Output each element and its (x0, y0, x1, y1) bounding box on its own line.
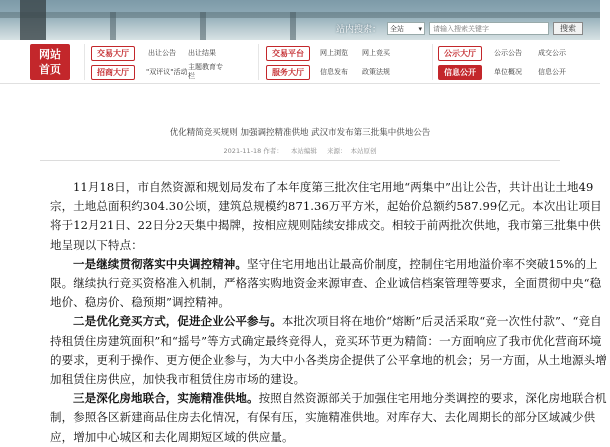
article-author: 本站编辑 (290, 147, 317, 155)
nav-link-online-bid[interactable]: 网上竞买 (362, 49, 390, 57)
banner-bridge (0, 12, 600, 18)
nav-link-online-browse[interactable]: 网上浏览 (320, 49, 348, 57)
paragraph-4 (50, 389, 610, 447)
nav-link-theme-education[interactable]: 主题教育专栏 (188, 63, 223, 80)
nav-link-deal-notice[interactable]: 成交公示 (538, 49, 566, 57)
trading-hall-button[interactable]: 交易大厅 (91, 46, 135, 61)
paragraph-4-text: 按照自然资源部关于加强住宅用地分类调控的要求，深化房地联合机制，参照各区新建商品住房去化情况，有保有压，实施精准供地。对库存大、去化周期长的部分区域减少供应，增加中心城区和去化周期短区域的供应量。 (50, 391, 607, 444)
search-scope-select[interactable] (387, 22, 425, 35)
trading-platform-button[interactable]: 交易平台 (266, 46, 310, 61)
article-origin-label: 来源： (326, 147, 347, 155)
paragraph-3 (50, 312, 610, 389)
public-notice-hall-button[interactable]: 公示大厅 (438, 46, 482, 61)
paragraph-1: 11月18日，市自然资源和规划局发布了本年度第三批次住宅用地“两集中”出让公告，共计出让土地49宗，土地总面积约304.30公顷，建筑总规模约871.36万平方米，起始价总额约587.99亿元。本次出让项目将于12月21日、22日分2天集中揭牌，按相应规则陆续安排成交。相较于前两批次供地，我市第三批集中供地呈现以下特点： (50, 180, 602, 252)
search-button[interactable]: 搜索 (553, 22, 583, 35)
nav-divider (84, 44, 85, 80)
logo-line2: 首页 (39, 63, 61, 76)
home-logo-button[interactable] (30, 44, 70, 80)
info-disclosure-button[interactable]: 信息公开 (438, 65, 482, 80)
main-nav (0, 40, 600, 84)
article-title: 优化精简竞买规则 加强调控精准供地 武汉市发布第三批集中供地公告 (169, 128, 431, 138)
banner-pillar (110, 12, 116, 40)
chevron-down-icon: ▾ (418, 24, 423, 33)
investment-hall-button[interactable]: 招商大厅 (91, 65, 135, 80)
header-banner (0, 0, 600, 40)
paragraph-2 (50, 255, 610, 313)
nav-link-policy[interactable]: 政策法规 (362, 68, 390, 76)
nav-link-info-release[interactable]: 信息发布 (320, 68, 348, 76)
nav-divider (432, 44, 433, 80)
article-date: 2021-11-18 作者： (223, 147, 283, 155)
site-search (336, 22, 583, 35)
article-body (50, 178, 610, 447)
title-divider (40, 160, 560, 161)
nav-link-transfer-result[interactable]: 出让结果 (188, 49, 216, 57)
search-label: 站内搜索： (336, 25, 382, 35)
article (0, 84, 607, 444)
nav-divider (258, 44, 259, 80)
paragraph-2-text: 坚守住宅用地出让最高价制度，控制住宅用地溢价率不突破15%的上限。继续执行竞买资格准入机制，严格落实购地资金来源审查、企业诚信档案管理等要求，全面贯彻中央“稳地价、稳房价、稳预期”调控精神。 (50, 256, 602, 310)
paragraph-4-lead: 三是深化房地联合，实施精准供地。 (73, 391, 259, 406)
paragraph-3-lead: 二是优化竞买方式，促进企业公平参与。 (73, 314, 282, 329)
nav-link-double-review[interactable]: "双评议"活动 (146, 68, 188, 76)
banner-pillar (200, 12, 206, 40)
nav-link-public-notice[interactable]: 公示公告 (494, 49, 522, 57)
search-scope-value: 全站 (390, 24, 405, 33)
search-input[interactable] (429, 22, 549, 35)
logo-line1: 网站 (39, 48, 61, 61)
paragraph-3-text: 本批次项目将在地价“熔断”后灵活采取“竞一次性付款”、“竞自持租赁住房建筑面积”和“摇号”等方式确定最终竞得人，竞买环节更为精简：一方面响应了我市优化营商环境的要求，更利于操作、更方便企业参与，为大中小各类房企提供了公平拿地的机会；另一方面，从土地源头增加租赁住房供应，加快我市租赁住房市场的建设。 (50, 314, 607, 387)
service-hall-button[interactable]: 服务大厅 (266, 65, 310, 80)
nav-link-transfer-notice[interactable]: 出让公告 (148, 49, 176, 57)
banner-pillar (290, 12, 296, 40)
article-meta (0, 146, 600, 155)
banner-tower (20, 0, 46, 40)
paragraph-2-lead: 一是继续贯彻落实中央调控精神。 (73, 256, 247, 271)
nav-link-info-public[interactable]: 信息公开 (538, 68, 566, 76)
nav-link-unit-overview[interactable]: 单位概况 (494, 68, 522, 76)
article-origin: 本站原创 (350, 147, 377, 155)
